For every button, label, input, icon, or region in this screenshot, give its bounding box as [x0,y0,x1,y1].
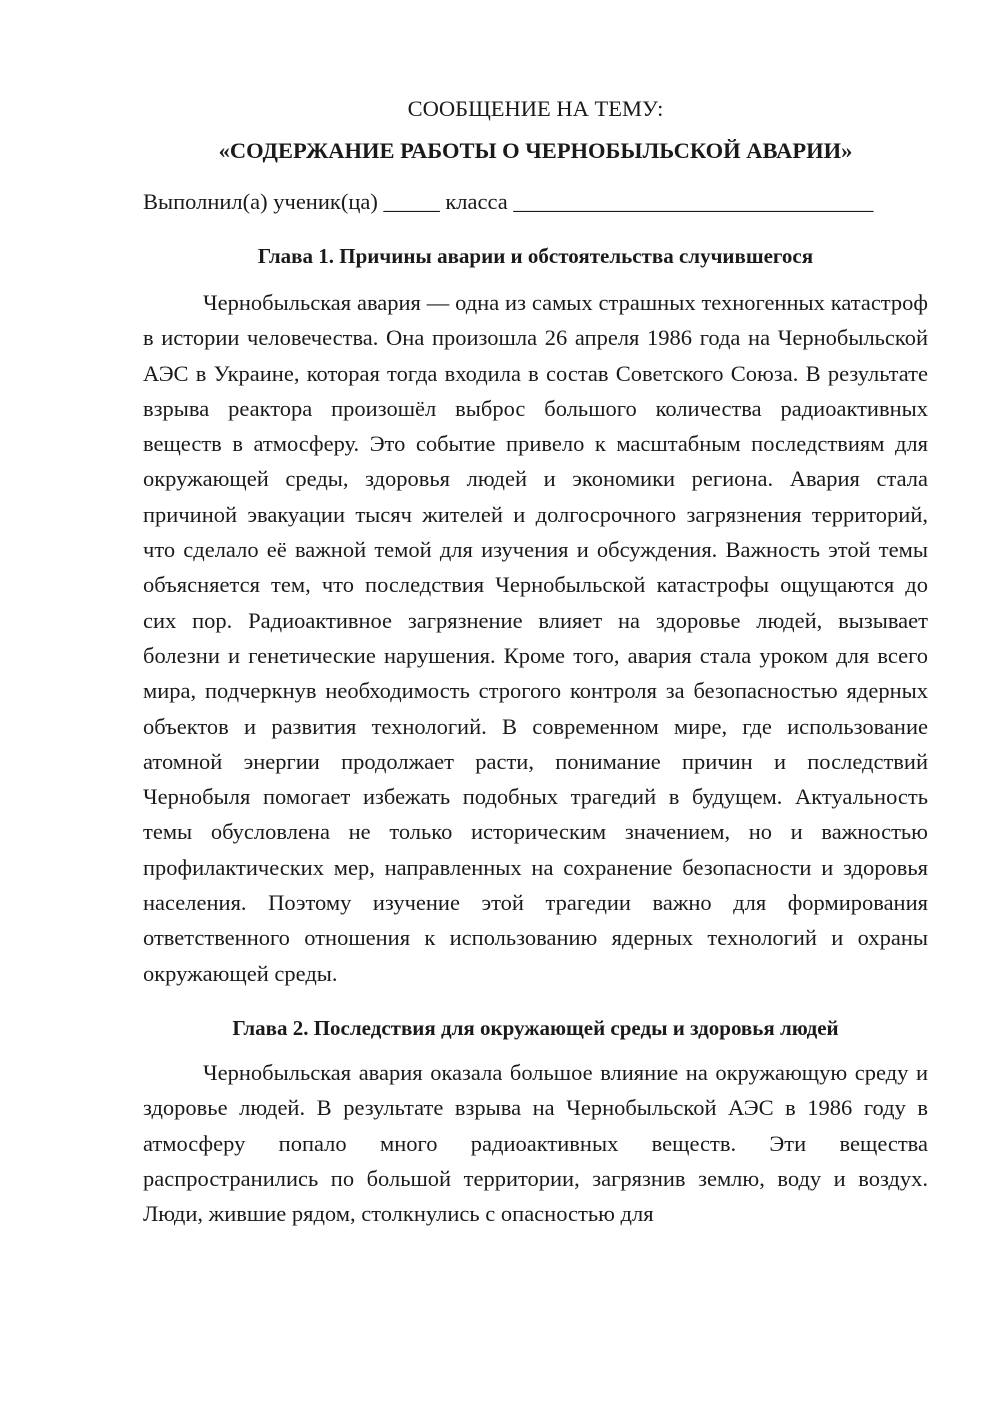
chapter-2-paragraph: Чернобыльская авария оказала большое влияние на окружающую среду и здоровье людей. В результате взрыва на Чернобыльской АЭС в 1986 году в атмосферу попало много радиоактивных веществ. Эти вещества распространились по большой территории, загрязнив землю, воду и воздух. Люди, жившие рядом, столкнулись с опасностью для [143,1059,928,1227]
chapter-2-title: Глава 2. Последствия для окружающей среды и здоровья людей [232,1015,839,1040]
chapter-1-title: Глава 1. Причины аварии и обстоятельства случившегося [257,244,814,268]
chapter-1-paragraph: Чернобыльская авария — одна из самых страшных техногенных катастроф в истории человечества. Она произошла 26 апреля 1986 года на Чернобыльской АЭС в Украине, которая тогда входила в состав Советского Союза. В результате взрыва реактора произошёл выброс большого количества радиоактивных веществ в атмосферу. Это событие привело к масштабным последствиям для окружающей среды, здоровья людей и экономики региона. Авария стала причиной эвакуации тысяч жителей и долгосрочного загрязнения территорий, что сделало её важной темой для изучения и обсуждения. Важность этой темы объясняется тем, что последствия Чернобыльской катастрофы ощущаются до сих пор. Радиоактивное загрязнение влияет на здоровье людей, вызывает болезни и генетические нарушения. Кроме того, авария стала уроком для всего мира, подчеркнув необходимость строгого контроля за безопасностью ядерных объектов и развития технологий. В современном мире, где использование атомной энергии продолжает расти, понимание причин и последствий Чернобыля помогает избежать подобных трагедий в будущем. Актуальность темы обусловлена не только историческим значением, но и важностью профилактических мер, направленных на сохранение безопасности и здоровья населения. Поэтому изучение этой трагедии важно для формирования ответственного отношения к использованию ядерных технологий и охраны окружающей среды. [143,290,928,986]
document-heading-line-1: СООБЩЕНИЕ НА ТЕМУ: [407,96,664,121]
document-title: «СОДЕРЖАНИЕ РАБОТЫ О ЧЕРНОБЫЛЬСКОЙ АВАРИИ» [218,138,853,163]
author-line: Выполнил(а) ученик(ца) _____ класса ________________________________ [143,189,874,214]
document-page [143,88,928,1231]
